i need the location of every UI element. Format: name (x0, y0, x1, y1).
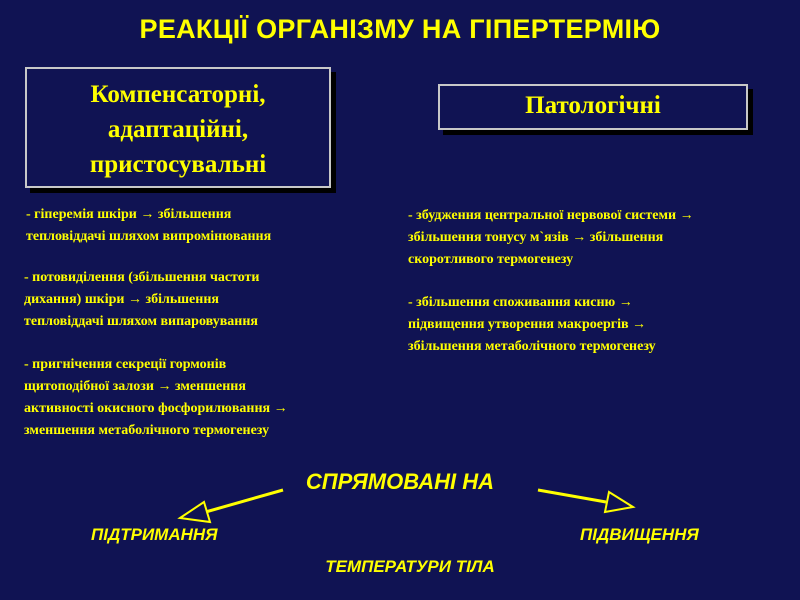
pathological-item-oxygen: - збільшення споживання кисню → підвищення утворення макроергів → збільшення метаболічного термогенезу (408, 295, 656, 354)
right-arrow-icon (538, 490, 633, 512)
pathological-label: Патологічні (525, 92, 661, 119)
left-arrow-icon (180, 490, 283, 522)
compensatory-item-thyroid: - пригнічення секреції гормонів щитоподібної залози → зменшення активності окисного фосфорилювання → зменшення метаболічного термогенезу (24, 357, 288, 438)
support-label: ПІДТРИМАННЯ (91, 525, 218, 544)
pathological-item-cns: - збудження центральної нервової системи → збільшення тонусу м`язів → збільшення скоротливого термогенезу (408, 208, 694, 267)
directed-at-label: СПРЯМОВАНІ НА (305, 469, 495, 494)
compensatory-label-line: пристосувальні (89, 151, 267, 178)
increase-label: ПІДВИЩЕННЯ (580, 525, 699, 544)
compensatory-item-sweating: - потовиділення (збільшення частоти дихання) шкіри → збільшення тепловіддачі шляхом випаровування (24, 270, 260, 329)
body-temperature-label: ТЕМПЕРАТУРИ ТІЛА (325, 557, 495, 576)
page-title: РЕАКЦІЇ ОРГАНІЗМУ НА ГІПЕРТЕРМІЮ (139, 14, 661, 44)
compensatory-item-hyperemia: - гіперемія шкіри → збільшення тепловіддачі шляхом випромінювання (26, 207, 272, 244)
compensatory-label-line: Компенсаторні, (90, 81, 266, 108)
compensatory-label-line: адаптаційні, (107, 116, 249, 143)
